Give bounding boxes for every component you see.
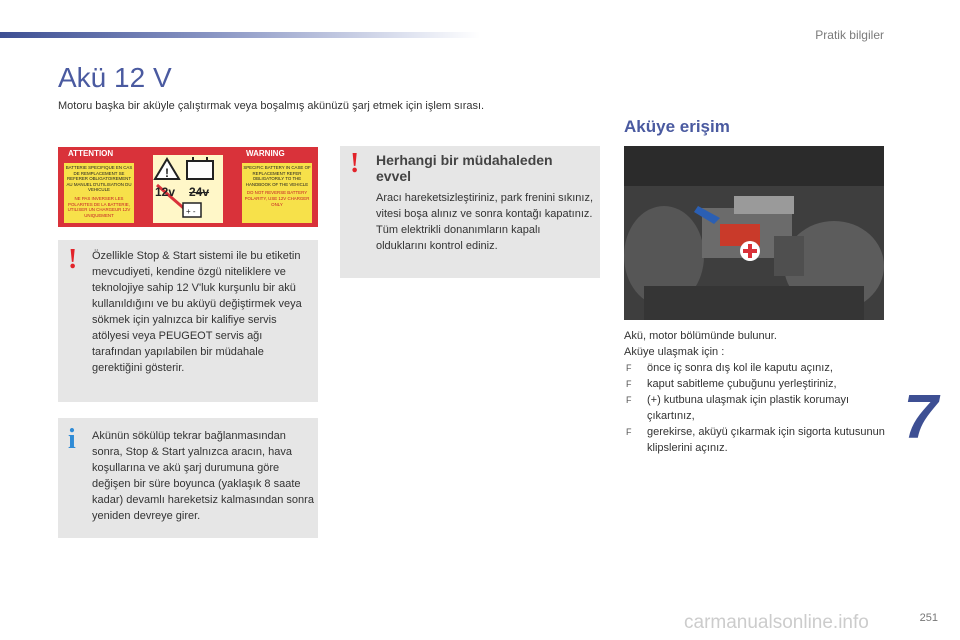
label-french-line2: NE PAS INVERSER LES POLARITES DE LA BATTERIE, UTILISER UN CHARGEUR 12V UNIQUEMENT [67,195,131,218]
list-item-text: kaput sabitleme çubuğunu yerleştiriniz, [647,378,837,390]
access-line1: Akü, motor bölümünde bulunur. [624,330,777,342]
list-item-text: önce iç sonra dış kol ile kaputu açınız, [647,362,833,374]
access-instructions [624,328,886,456]
list-item [624,376,886,392]
watermark: carmanualsonline.info [684,612,869,633]
bullet-mark: F [626,427,632,437]
access-steps-list [624,360,886,456]
engine-bay-illustration [624,146,884,320]
list-item-text: gerekirse, aküyü çıkarmak için sigorta kutusunun klipslerini açınız. [647,426,885,454]
before-intervention-text: Aracı hareketsizleştiriniz, park frenini sıkınız, vitesi boşa alınız ve sonra kontağı kapatınız. Tüm elektrikli donanımların kapalı olduklarını kontrol ediniz. [376,192,594,252]
chapter-number: 7 [903,383,938,452]
bullet-mark: F [626,395,632,405]
access-heading: Aküye erişim [624,117,730,136]
engine-bay-photo [624,146,884,320]
list-item [624,392,886,424]
bullet-mark: F [626,363,632,373]
info-note-text: Akünün sökülüp tekrar bağlanmasından sonra, Stop & Start yalnızca aracın, hava koşullarına ve akü şarj durumuna göre değişen bir süre boyunca (yaklaşık 8 saate kadar) devamlı hareketsiz kalmasından sonra yeniden devreye girer. [92,430,314,522]
warning-exclamation-icon: ! [350,148,360,179]
label-12v: 12v [155,185,176,199]
info-icon: i [68,424,76,455]
list-item [624,424,886,456]
warning-exclamation-icon: ! [68,244,78,275]
label-warning: WARNING [246,149,285,158]
battery-warning-label [58,147,318,227]
section-header: Pratik bilgiler [815,28,884,42]
access-line2: Aküye ulaşmak için : [624,346,725,358]
stop-start-warning-panel [58,240,318,402]
stop-start-warning-text: Özellikle Stop & Start sistemi ile bu etiketin mevcudiyeti, kendine özgü niteliklere ve teknolojiye sahip 12 V'luk kurşunlu bir akü kullanıldığını ve bu aküyü değiştirmek veya sökmek için yalnızca bir kalifiye servis atölyesi veya PEUGEOT servis ağı tarafından yapılabilen bir müdahale gerektiğini gösterir. [92,250,302,374]
svg-text:!: ! [165,166,169,180]
info-note-panel [58,418,318,538]
label-english-line1: SPECIFIC BATTERY IN CASE OF REPLACEMENT REFER OBLIGATORILY TO THE HANDBOOK OF THE VEHICLE [243,165,311,187]
header-gradient-bar [0,32,480,38]
before-intervention-panel [340,146,600,278]
bullet-mark: F [626,379,632,389]
label-24v: 24v [189,185,210,199]
list-item [624,360,886,376]
page-number: 251 [919,612,938,624]
page-title: Akü 12 V [58,62,172,93]
label-english-line2: DO NOT REVERSE BATTERY POLARITY, USE 12V CHARGER ONLY [244,190,310,207]
label-french-text [64,163,134,223]
svg-text:+ -: + - [186,207,196,216]
before-intervention-heading: Herhangi bir müdahaleden evvel [376,152,553,184]
list-item-text: (+) kutbuna ulaşmak için plastik korumayı çıkartınız, [647,394,850,422]
label-battery-pictogram [153,155,223,223]
intro-text: Motoru başka bir aküyle çalıştırmak veya boşalmış akünüzü şarj etmek için işlem sırası. [58,100,485,112]
label-english-text [242,163,312,223]
label-french-line1: BATTERIE SPECIFIQUE EN CAS DE REMPLACEMENT SE REFERER OBLIGATOIREMENT AU MANUEL D'UTILISATION DU VEHICULE [65,165,133,193]
label-attention: ATTENTION [68,149,114,158]
